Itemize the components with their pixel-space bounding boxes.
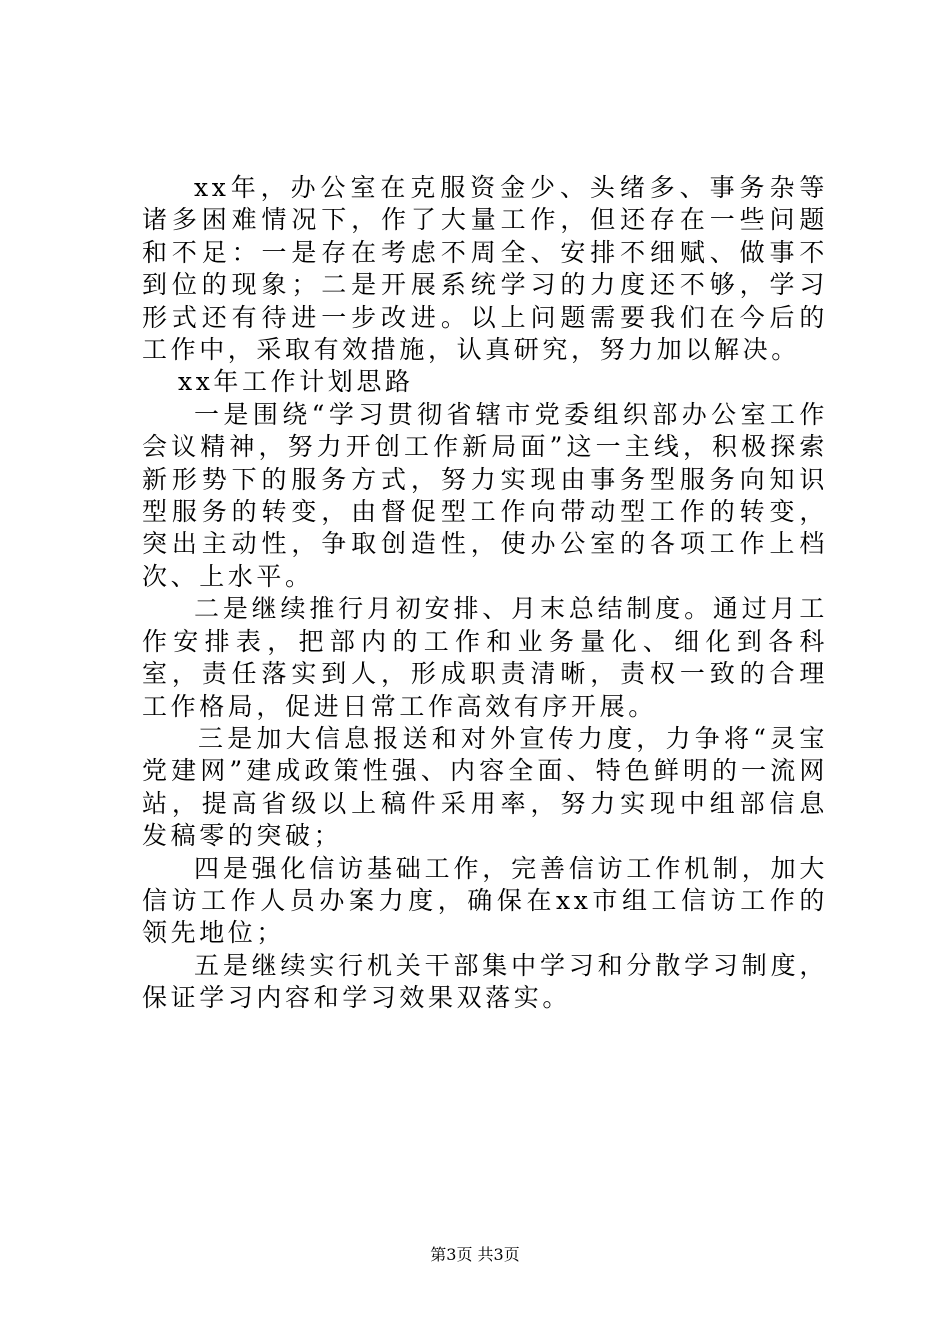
plan-item-2: 二是继续推行月初安排、月末总结制度。通过月工作安排表，把部内的工作和业务量化、细化到各科室，责任落实到人，形成职责清晰，责权一致的合理工作格局，促进日常工作高效有序开展。 [142, 594, 828, 721]
document-body [142, 172, 828, 1015]
paragraph-summary: xx年，办公室在克服资金少、头绪多、事务杂等诸多困难情况下，作了大量工作，但还存在一些问题和不足：一是存在考虑不周全、安排不细赋、做事不到位的现象；二是开展系统学习的力度还不够，学习形式还有待进一步改进。以上问题需要我们在今后的工作中，采取有效措施，认真研究，努力加以解决。 [142, 173, 828, 365]
plan-item-1: 一是围绕“学习贯彻省辖市党委组织部办公室工作会议精神，努力开创工作新局面”这一主线，积极探索新形势下的服务方式，努力实现由事务型服务向知识型服务的转变，由督促型工作向带动型工作的转变，突出主动性，争取创造性，使办公室的各项工作上档次、上水平。 [142, 399, 828, 591]
plan-item-3: 三是加大信息报送和对外宣传力度，力争将“灵宝党建网”建成政策性强、内容全面、特色鲜明的一流网站，提高省级以上稿件采用率，努力实现中组部信息发稿零的突破； [142, 723, 828, 851]
page-number: 第3页 共3页 [430, 1245, 520, 1264]
section-heading: xx年工作计划思路 [178, 367, 414, 397]
plan-item-5: 五是继续实行机关干部集中学习和分散学习制度，保证学习内容和学习效果双落实。 [142, 950, 828, 1013]
plan-item-4: 四是强化信访基础工作，完善信访工作机制，加大信访工作人员办案力度，确保在xx市组工信访工作的领先地位； [142, 853, 828, 948]
